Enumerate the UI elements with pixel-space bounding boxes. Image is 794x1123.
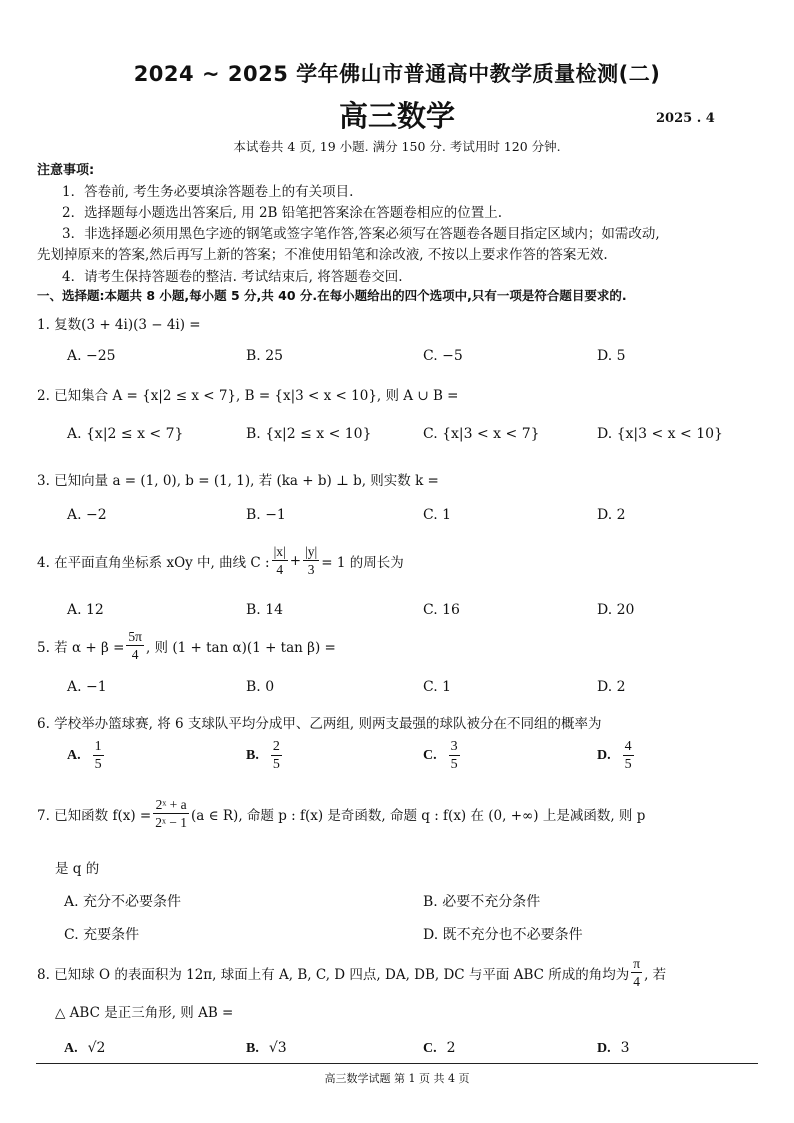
q4-stem-post: = 1 的周长为 [321,554,404,571]
notice-item: 先划掉原来的答案,然后再写上新的答案；不准使用铅笔和涂改液, 不按以上要求作答的答案无效. [37,247,608,263]
q8-fraction: $\frac{\pi}{4}$ [633,956,641,989]
exam-intro: 本试卷共 4 页, 19 小题. 满分 150 分. 考试用时 120 分钟. [233,139,561,154]
q4-fraction-x: $\frac{|x|}{4}$ [273,544,286,577]
question-2-stem: 2. 已知集合 A = {x|2 ≤ x < 7}, B = {x|3 < x < 10}, 则 A ∪ B = [37,388,459,404]
q1-option-c[interactable]: C. −5 [423,348,463,364]
exam-date: 2025 . 4 [656,111,715,126]
question-6-stem: 6. 学校举办篮球赛, 将 6 支球队平均分成甲、乙两组, 则两支最强的球队被分在不同组的概率为 [37,716,602,732]
q4-stem-pre: 4. 在平面直角坐标系 xOy 中, 曲线 C : [37,554,270,571]
question-7-stem [37,796,645,831]
notice-heading: 注意事项: [37,163,95,178]
q6-option-d[interactable]: D. $\frac{4}{5}$ [597,739,632,772]
question-5-stem [37,628,336,663]
q2-option-a[interactable]: A. {x|2 ≤ x < 7} [67,426,184,442]
q4-option-a[interactable]: A. 12 [67,602,104,618]
q7-stem-post: (a ∈ R), 命题 p : f(x) 是奇函数, 命题 q : f(x) 在 (0, +∞) 上是减函数, 则 p [191,807,646,824]
q7-option-b[interactable]: B. 必要不充分条件 [423,894,541,910]
q3-option-d[interactable]: D. 2 [597,507,626,523]
q5-option-b[interactable]: B. 0 [246,679,275,695]
q6-option-b[interactable]: B. $\frac{2}{5}$ [246,739,280,772]
notice-item: 4．请考生保持答题卷的整洁. 考试结束后, 将答题卷交回. [62,269,403,285]
q7-stem-pre: 7. 已知函数 f(x) = [37,807,152,824]
q6-option-c[interactable]: C. $\frac{3}{5}$ [423,739,458,772]
q3-option-a[interactable]: A. −2 [67,507,107,523]
q5-option-c[interactable]: C. 1 [423,679,452,695]
q1-option-a[interactable]: A. −25 [67,348,116,364]
q8-option-a[interactable]: A. √2 [64,1040,106,1056]
q4-option-d[interactable]: D. 20 [597,602,635,618]
q4-fraction-y: $\frac{|y|}{3}$ [305,544,318,577]
q5-option-d[interactable]: D. 2 [597,679,626,695]
question-3-stem: 3. 已知向量 a = (1, 0), b = (1, 1), 若 (ka + b) ⊥ b, 则实数 k = [37,473,439,489]
q7-fraction: $\frac{\text{2ˣ + a}}{\text{2ˣ − 1}}$ [155,797,187,830]
q5-stem-pre: 5. 若 α + β = [37,639,125,656]
notice-item: 3．非选择题必须用黑色字迹的钢笔或签字笔作答,答案必须写在答题卷各题目指定区域内；如需改动, [62,226,660,242]
q5-fraction: $\frac{5\pi}{4}$ [128,629,142,662]
notice-item: 1．答卷前, 考生务必要填涂答题卷上的有关项目. [62,184,354,200]
notice-item: 2．选择题每小题选出答案后, 用 2B 铅笔把答案涂在答题卷相应的位置上. [62,205,503,221]
page-footer: 高三数学试题 第 1 页 共 4 页 [324,1072,470,1085]
q7-stem-line2: 是 q 的 [55,861,100,877]
question-1-stem: 1. 复数(3 + 4i)(3 − 4i) = [37,317,201,333]
q8-stem-post: , 若 [644,966,667,983]
plus-sign: + [289,552,302,569]
q1-option-b[interactable]: B. 25 [246,348,284,364]
q4-option-c[interactable]: C. 16 [423,602,460,618]
q2-option-d[interactable]: D. {x|3 < x < 10} [597,426,723,442]
q5-stem-post: , 则 (1 + tan α)(1 + tan β) = [145,639,336,656]
q2-option-c[interactable]: C. {x|3 < x < 7} [423,426,540,442]
q8-stem-pre: 8. 已知球 O 的表面积为 12π, 球面上有 A, B, C, D 四点, DA, DB, DC 与平面 ABC 所成的角均为 [37,966,630,983]
q2-option-b[interactable]: B. {x|2 ≤ x < 10} [246,426,372,442]
section-heading: 一、选择题:本题共 8 小题,每小题 5 分,共 40 分.在每小题给出的四个选项中,只有一项是符合题目要求的. [37,288,627,303]
q3-option-b[interactable]: B. −1 [246,507,286,523]
q7-option-c[interactable]: C. 充要条件 [64,927,140,943]
q7-option-d[interactable]: D. 既不充分也不必要条件 [423,927,583,943]
q7-option-a[interactable]: A. 充分不必要条件 [64,894,182,910]
exam-subject: 高三数学 [338,99,455,133]
q8-stem-line2: △ ABC 是正三角形, 则 AB = [55,1005,234,1021]
q8-option-b[interactable]: B. √3 [246,1040,287,1056]
q4-option-b[interactable]: B. 14 [246,602,284,618]
q8-option-d[interactable]: D. 3 [597,1040,630,1056]
exam-title: 2024 ~ 2025 学年佛山市普通高中教学质量检测(二) [133,62,661,86]
q1-option-d[interactable]: D. 5 [597,348,626,364]
question-8-stem [37,955,666,990]
footer-divider [36,1063,758,1064]
q3-option-c[interactable]: C. 1 [423,507,452,523]
q6-option-a[interactable]: A. $\frac{1}{5}$ [67,739,102,772]
question-4-stem [37,543,404,578]
q8-option-c[interactable]: C. 2 [423,1040,456,1056]
q5-option-a[interactable]: A. −1 [67,679,107,695]
